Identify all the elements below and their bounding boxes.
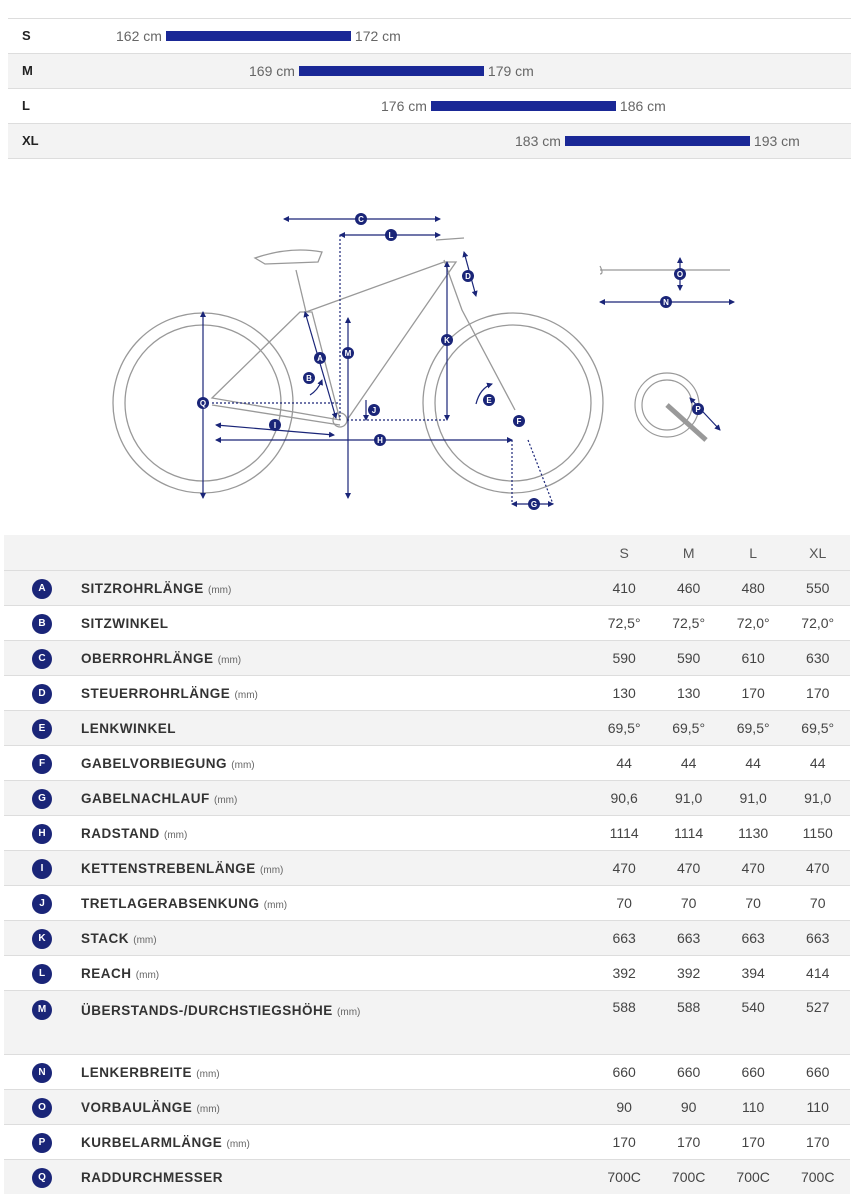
- marker-b: B: [306, 374, 312, 383]
- range-bar: [565, 136, 750, 146]
- table-row: [4, 606, 850, 641]
- row-unit: (mm): [337, 1007, 360, 1018]
- geometry-diagram: [0, 195, 868, 525]
- row-value: 70: [656, 886, 721, 921]
- range-max: 179 cm: [488, 63, 534, 79]
- size-row-xl: [8, 123, 851, 159]
- marker-h: H: [377, 436, 383, 445]
- size-row-l: [8, 88, 851, 123]
- row-label: ÜBERSTANDS-/DURCHSTIEGSHÖHE: [81, 1003, 333, 1018]
- row-value: 70: [785, 886, 850, 921]
- table-row: [4, 746, 850, 781]
- diagram-markers: [197, 213, 704, 510]
- row-value: 392: [656, 956, 721, 991]
- row-value: 110: [785, 1090, 850, 1125]
- marker-m: M: [345, 349, 352, 358]
- marker-o: O: [677, 270, 683, 279]
- range-bar: [166, 31, 351, 41]
- row-value: 410: [592, 571, 657, 606]
- col-header: S: [592, 535, 657, 571]
- height-range: [515, 124, 800, 158]
- col-header: XL: [785, 535, 850, 571]
- row-unit: (mm): [214, 795, 237, 806]
- row-value: 1114: [592, 816, 657, 851]
- row-letter-badge: N: [32, 1063, 52, 1083]
- row-value: 700C: [656, 1160, 721, 1194]
- row-letter-badge: E: [32, 719, 52, 739]
- row-value: 44: [721, 746, 786, 781]
- row-value: 69,5°: [785, 711, 850, 746]
- table-row: [4, 641, 850, 676]
- row-value: 392: [592, 956, 657, 991]
- row-value: 170: [721, 1125, 786, 1160]
- marker-k: K: [444, 336, 450, 345]
- row-unit: (mm): [136, 970, 159, 981]
- row-label: SITZWINKEL: [81, 616, 169, 631]
- table-row: [4, 991, 850, 1055]
- geometry-table: [4, 535, 850, 1194]
- row-letter-badge: M: [32, 1000, 52, 1020]
- row-unit: (mm): [196, 1069, 219, 1080]
- row-value: 91,0: [785, 781, 850, 816]
- bike-frame: [113, 238, 603, 493]
- row-value: 90: [656, 1090, 721, 1125]
- size-label: XL: [22, 133, 39, 148]
- height-range: [381, 89, 666, 123]
- marker-e: E: [486, 396, 492, 405]
- table-row: [4, 816, 850, 851]
- row-value: 90,6: [592, 781, 657, 816]
- size-label: M: [22, 63, 33, 78]
- row-unit: (mm): [235, 690, 258, 701]
- row-letter-badge: L: [32, 964, 52, 984]
- row-value: 44: [656, 746, 721, 781]
- table-row: [4, 1160, 850, 1194]
- row-value: 610: [721, 641, 786, 676]
- row-value: 470: [785, 851, 850, 886]
- row-label: RADSTAND: [81, 826, 160, 841]
- row-unit: (mm): [264, 900, 287, 911]
- marker-l: L: [389, 231, 394, 240]
- row-value: 460: [656, 571, 721, 606]
- range-bar: [431, 101, 616, 111]
- row-letter-badge: D: [32, 684, 52, 704]
- row-value: 470: [721, 851, 786, 886]
- row-value: 170: [785, 676, 850, 711]
- row-label: KETTENSTREBENLÄNGE: [81, 861, 256, 876]
- row-unit: (mm): [260, 865, 283, 876]
- row-unit: (mm): [227, 1139, 250, 1150]
- row-value: 540: [721, 991, 786, 1055]
- row-value: 70: [592, 886, 657, 921]
- marker-f: F: [517, 417, 522, 426]
- size-row-s: [8, 18, 851, 53]
- range-max: 193 cm: [754, 133, 800, 149]
- row-label: LENKWINKEL: [81, 721, 176, 736]
- table-row: [4, 1055, 850, 1090]
- table-row: [4, 781, 850, 816]
- row-value: 170: [592, 1125, 657, 1160]
- range-min: 176 cm: [381, 98, 427, 114]
- row-label: TRETLAGERABSENKUNG: [81, 896, 260, 911]
- row-value: 700C: [785, 1160, 850, 1194]
- table-row: [4, 1125, 850, 1160]
- row-letter-badge: H: [32, 824, 52, 844]
- row-value: 130: [656, 676, 721, 711]
- row-unit: (mm): [133, 935, 156, 946]
- row-value: 588: [592, 991, 657, 1055]
- row-label: OBERROHRLÄNGE: [81, 651, 214, 666]
- size-label: S: [22, 28, 31, 43]
- row-value: 394: [721, 956, 786, 991]
- table-header: [4, 535, 850, 571]
- marker-p: P: [695, 405, 701, 414]
- row-value: 44: [592, 746, 657, 781]
- row-value: 130: [592, 676, 657, 711]
- row-value: 660: [785, 1055, 850, 1090]
- row-value: 72,5°: [656, 606, 721, 641]
- range-min: 183 cm: [515, 133, 561, 149]
- table-row: [4, 1090, 850, 1125]
- marker-a: A: [317, 354, 323, 363]
- range-bar: [299, 66, 484, 76]
- row-value: 91,0: [656, 781, 721, 816]
- row-value: 1114: [656, 816, 721, 851]
- row-letter-badge: K: [32, 929, 52, 949]
- row-label: VORBAULÄNGE: [81, 1100, 192, 1115]
- row-value: 72,5°: [592, 606, 657, 641]
- marker-c: C: [358, 215, 364, 224]
- row-value: 660: [721, 1055, 786, 1090]
- table-row: [4, 676, 850, 711]
- row-value: 663: [721, 921, 786, 956]
- row-value: 170: [785, 1125, 850, 1160]
- marker-q: Q: [200, 399, 206, 408]
- table-row: [4, 921, 850, 956]
- marker-g: G: [531, 500, 537, 509]
- row-label: STEUERROHRLÄNGE: [81, 686, 230, 701]
- row-letter-badge: A: [32, 579, 52, 599]
- row-value: 470: [592, 851, 657, 886]
- height-range: [249, 54, 534, 88]
- marker-j: J: [372, 406, 376, 415]
- row-label: LENKERBREITE: [81, 1065, 192, 1080]
- row-unit: (mm): [231, 760, 254, 771]
- col-header: M: [656, 535, 721, 571]
- row-label: GABELNACHLAUF: [81, 791, 210, 806]
- height-range: [116, 19, 401, 53]
- range-min: 162 cm: [116, 28, 162, 44]
- row-label: STACK: [81, 931, 129, 946]
- row-value: 663: [785, 921, 850, 956]
- row-value: 588: [656, 991, 721, 1055]
- row-value: 590: [656, 641, 721, 676]
- range-max: 172 cm: [355, 28, 401, 44]
- row-letter-badge: P: [32, 1133, 52, 1153]
- row-value: 590: [592, 641, 657, 676]
- row-value: 170: [656, 1125, 721, 1160]
- row-value: 550: [785, 571, 850, 606]
- row-value: 470: [656, 851, 721, 886]
- row-letter-badge: Q: [32, 1168, 52, 1188]
- table-row: [4, 711, 850, 746]
- row-value: 170: [721, 676, 786, 711]
- row-letter-badge: F: [32, 754, 52, 774]
- size-row-m: [8, 53, 851, 88]
- row-value: 414: [785, 956, 850, 991]
- size-chart: [8, 18, 851, 159]
- row-value: 663: [656, 921, 721, 956]
- row-value: 70: [721, 886, 786, 921]
- row-unit: (mm): [218, 655, 241, 666]
- row-unit: (mm): [164, 830, 187, 841]
- row-value: 90: [592, 1090, 657, 1125]
- row-value: 480: [721, 571, 786, 606]
- row-value: 1150: [785, 816, 850, 851]
- row-value: 69,5°: [721, 711, 786, 746]
- row-value: 700C: [721, 1160, 786, 1194]
- row-value: 660: [592, 1055, 657, 1090]
- row-value: 69,5°: [592, 711, 657, 746]
- row-value: 660: [656, 1055, 721, 1090]
- table-row: [4, 851, 850, 886]
- row-value: 91,0: [721, 781, 786, 816]
- row-value: 69,5°: [656, 711, 721, 746]
- row-label: KURBELARMLÄNGE: [81, 1135, 222, 1150]
- row-letter-badge: J: [32, 894, 52, 914]
- marker-i: I: [274, 421, 276, 430]
- row-label: GABELVORBIEGUNG: [81, 756, 227, 771]
- row-value: 110: [721, 1090, 786, 1125]
- row-value: 44: [785, 746, 850, 781]
- row-value: 700C: [592, 1160, 657, 1194]
- row-unit: (mm): [208, 585, 231, 596]
- range-min: 169 cm: [249, 63, 295, 79]
- row-unit: (mm): [197, 1104, 220, 1115]
- marker-d: D: [465, 272, 471, 281]
- row-letter-badge: O: [32, 1098, 52, 1118]
- row-letter-badge: C: [32, 649, 52, 669]
- row-value: 630: [785, 641, 850, 676]
- row-value: 72,0°: [785, 606, 850, 641]
- row-value: 663: [592, 921, 657, 956]
- range-max: 186 cm: [620, 98, 666, 114]
- table-row: [4, 571, 850, 606]
- row-label: SITZROHRLÄNGE: [81, 581, 204, 596]
- row-label: REACH: [81, 966, 132, 981]
- size-label: L: [22, 98, 30, 113]
- col-header: L: [721, 535, 786, 571]
- table-row: [4, 956, 850, 991]
- row-letter-badge: G: [32, 789, 52, 809]
- marker-n: N: [663, 298, 669, 307]
- row-value: 72,0°: [721, 606, 786, 641]
- row-value: 527: [785, 991, 850, 1055]
- row-value: 1130: [721, 816, 786, 851]
- table-row: [4, 886, 850, 921]
- row-label: RADDURCHMESSER: [81, 1170, 223, 1185]
- row-letter-badge: I: [32, 859, 52, 879]
- row-letter-badge: B: [32, 614, 52, 634]
